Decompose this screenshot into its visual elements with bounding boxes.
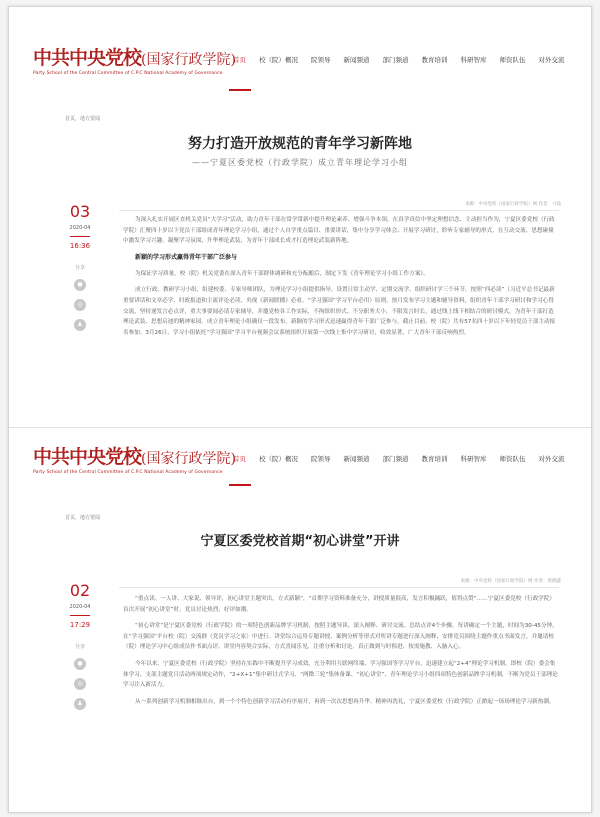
nav-item-home[interactable]: 首页	[233, 455, 246, 463]
nav-item-international[interactable]: 对外交流	[538, 455, 565, 463]
weibo-share-icon[interactable]: ◎	[74, 299, 86, 311]
article-body	[123, 215, 559, 344]
main-nav	[233, 55, 578, 64]
article-body	[123, 594, 559, 713]
date-block	[57, 582, 103, 710]
article-paragraph: 今年以来，宁夏区委党校（行政学院）坚持在实践中不断提升学习成效，充分利用互联网终端、学习强国等学习平台，迅速建立起“2+4”理论学习机制，即校（院）委会集体学习、支部主题党日活动两项规定动作，“2+X+1”集中研讨式学习、“两微三轮”集体备课、“初心讲堂”、青年理论学习小组四项特色创新品牌学习机制，不断为党员干部理论学习注入新活力。	[123, 660, 558, 689]
date-day: 02	[69, 581, 91, 600]
date-divider	[70, 236, 90, 237]
meta-divider	[119, 587, 559, 588]
logo-text-cn-secondary: (国家行政学院)	[141, 451, 236, 467]
site-header	[9, 7, 591, 93]
nav-item-leadership[interactable]: 院领导	[311, 455, 331, 463]
wechat-share-icon[interactable]: ●	[74, 658, 86, 670]
article-section-heading: 新颖的学习形式赢得青年干部广泛参与	[135, 253, 238, 261]
nav-item-research[interactable]: 科研智库	[460, 56, 487, 64]
nav-item-research[interactable]: 科研智库	[460, 455, 487, 463]
meta-divider	[119, 210, 559, 211]
article-paragraph: 为深入扎实开展区直机关党员“大学习”活动，助力青年干部在常学常新中提升理论素养、增强斗争本领，在真学真信中坚定理想信念、主动担当作为，宁夏区委党校（行政学院）汇聚四十岁以下党员干部组成青年理论学习小组，通过个人自学重点篇目、重要讲话，集中分享学习体会、开展学习研讨，聆听专家辅导的形式，在互动交流、思想碰撞中激发学习兴趣、凝聚学习氛围、升华理论武装，为青年干部成长成才打造理论武装新阵地。	[123, 217, 555, 245]
logo-text-cn-secondary: (国家行政学院)	[141, 52, 236, 68]
wechat-share-icon[interactable]: ●	[74, 279, 86, 291]
main-nav	[233, 454, 578, 463]
screenshot-frame	[8, 6, 592, 813]
date-time: 16:36	[69, 242, 91, 250]
nav-item-international[interactable]: 对外交流	[538, 56, 565, 64]
nav-item-overview[interactable]: 校（院）概况	[259, 455, 298, 463]
page-title: 宁夏区委党校首期“初心讲堂”开讲	[200, 534, 400, 549]
date-block	[57, 203, 103, 331]
date-day: 03	[69, 202, 91, 221]
nav-item-leadership[interactable]: 院领导	[311, 56, 331, 64]
breadcrumb[interactable]: 首页，地方要闻	[65, 515, 101, 521]
article-meta: 来源：中央党校（国家行政学院）网 作者：马茹	[465, 202, 561, 207]
article-paragraph: “重点读、一人讲、大家说、领导评，初心讲堂主题突出，方式新颖”，“首期学习资料准备充分，讲授质量很高，发言积极踊跃，值得点赞”……宁夏区委党校（行政学院）首次开展“初心讲堂”时，党员讨论热烈、好评如潮。	[123, 596, 555, 613]
article-page-2	[9, 427, 591, 813]
date-year-month: 2020-04	[69, 604, 91, 610]
nav-item-news[interactable]: 新闻频道	[343, 56, 370, 64]
nav-active-indicator	[229, 484, 251, 486]
logo-text-cn: 中共中央党校	[33, 446, 142, 468]
nav-item-faculty[interactable]: 师资队伍	[499, 56, 526, 64]
nav-item-education[interactable]: 教育培训	[421, 56, 448, 64]
date-divider	[70, 615, 90, 616]
article-paragraph: “初心讲堂”是宁夏区委党校（行政学院）的一项特色创新品牌学习机制，按照主题导读、深入阐释、研讨交流、总结点评4个步骤，每讲确定一个主题，时间为30-45分钟，在“学习强国”平台校（院）交流群（党员学习之家）中进行。讲堂综合运用专题讲授、案例分析等形式对所讲专题进行深入阐释，安排党员围绕主题作重点书面发言，并邀请校（院）理论学习中心组成员作书面点评。讲堂内容契合实际，方式喜闻乐见，注重分析和讨论，真正做到与时俱进、按需施教、入脑入心。	[123, 623, 558, 651]
nav-item-departments[interactable]: 部门频道	[382, 56, 409, 64]
date-time: 17:29	[69, 621, 91, 629]
nav-item-news[interactable]: 新闻频道	[343, 455, 370, 463]
article-paragraph: 为保证学习质量，校（院）机关党委在深入青年干部群体调研和充分酝酿后，制定下发《青年理论学习小组工作方案》。	[135, 270, 429, 277]
site-header	[9, 427, 591, 492]
article-page-1	[9, 7, 591, 427]
qq-share-icon[interactable]: ♟	[74, 698, 86, 710]
logo-text-en: Party School of the Central Committee of C.P.C National Academy of Governance	[33, 71, 223, 76]
article-paragraph: 从一系列创新学习机制相继出台，到一个个特色创新学习活动有序展开，再到一次次思想再升华、精神再洗礼，宁夏区委党校（行政学院）正掀起一场场理论学习新热潮。	[135, 698, 555, 705]
article-meta: 来源：中央党校（国家行政学院）网 作者：唐晓鑫	[460, 579, 561, 584]
breadcrumb[interactable]: 首页，地方要闻	[65, 116, 101, 122]
site-logo[interactable]	[33, 442, 236, 475]
article-paragraph: 成立行政、教研学习小组，组建校委、专家导师团队，为理论学习小组提供指导。设置日常主动学、定期交流学、组织研讨学三个环节，按照“四必读”（习近平总书记最新重要讲话和文章必学、时政报道和主流评论必读、央视《新闻联播》必看、“学习强国”学习平台必用）原则，按月发布学习主题和辅导资料，组织青年干部学习研讨和学习心得交流，坚持递发言必点评，重大事要闻必请专家辅导，并邀党校各工作实际，不拘组织形式、不分职务大小，不限发言时长，通过线上线下相结合的研讨模式，为青年干部打造理论武装、思想启迪的精神家园。成立青年理论小组确仅一段发布，新颖的学习形式迅速赢得青年干部广泛参与。截止目前，校（院）共有57名四十岁以下年轻党员干部主动报名参加。3月26日，学习小组依托“学习强国”学习平台视频会议系统组织开展第一次线上集中学习研讨，收效显著，广大青年干部反响热烈。	[123, 287, 556, 336]
page-subtitle: ——宁夏区委党校（行政学院）成立青年理论学习小组	[192, 158, 408, 167]
weibo-share-icon[interactable]: ◎	[74, 678, 86, 690]
nav-active-indicator	[229, 89, 251, 91]
share-label: 分享	[74, 644, 85, 650]
nav-item-departments[interactable]: 部门频道	[382, 455, 409, 463]
page-title: 努力打造开放规范的青年学习新阵地	[188, 136, 412, 152]
logo-text-en: Party School of the Central Committee of C.P.C National Academy of Governance	[33, 470, 223, 475]
share-label: 分享	[74, 265, 85, 271]
site-logo[interactable]	[33, 43, 236, 76]
nav-item-education[interactable]: 教育培训	[421, 455, 448, 463]
nav-item-home[interactable]: 首页	[233, 56, 246, 64]
nav-item-faculty[interactable]: 师资队伍	[499, 455, 526, 463]
date-year-month: 2020-04	[69, 225, 91, 231]
logo-text-cn: 中共中央党校	[33, 47, 142, 69]
qq-share-icon[interactable]: ♟	[74, 319, 86, 331]
nav-item-overview[interactable]: 校（院）概况	[259, 56, 298, 64]
